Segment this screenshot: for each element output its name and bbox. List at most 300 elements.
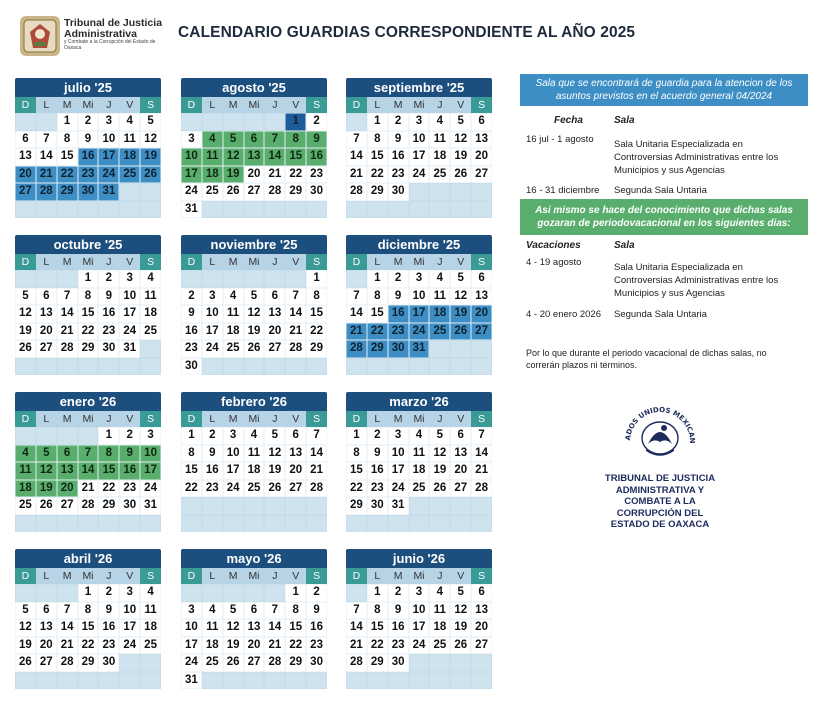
day-cell: 29 (78, 340, 99, 358)
day-cell: 15 (285, 619, 306, 637)
weekday-label: J (106, 256, 112, 268)
empty-cell (78, 358, 99, 376)
empty-cell (78, 515, 99, 533)
day-cell: 14 (264, 619, 285, 637)
weekday-label: S (140, 254, 161, 270)
weekday-label: L (209, 570, 216, 582)
weekday-header (15, 254, 161, 270)
day-cell: 3 (181, 602, 202, 620)
day-cell: 4 (202, 131, 223, 149)
month-title: febrero '26 (181, 392, 327, 411)
day-cell: 30 (181, 358, 202, 376)
weekday-label: J (106, 99, 112, 111)
day-cell: 19 (450, 148, 471, 166)
empty-cell (285, 497, 306, 515)
empty-cell (471, 183, 492, 201)
day-cell: 17 (202, 323, 223, 341)
day-cell: 6 (244, 602, 265, 620)
empty-cell (223, 515, 244, 533)
day-cell: 2 (367, 427, 388, 445)
day-cell: 28 (346, 654, 367, 672)
vacation-row-1-room: Sala Unitaria Especializada en Controversias Administrativas entre los Municipios y sus Agencias (614, 262, 779, 299)
day-cell: 26 (223, 654, 244, 672)
weekday-label: D (346, 568, 367, 584)
day-cell: 20 (285, 462, 306, 480)
weekday-label: D (181, 97, 202, 113)
empty-cell (57, 358, 78, 376)
weekday-label: D (15, 411, 36, 427)
day-cell: 23 (98, 323, 119, 341)
day-cell: 8 (285, 131, 306, 149)
empty-cell (15, 358, 36, 376)
month-title: mayo '26 (181, 549, 327, 568)
month-title: septiembre '25 (346, 78, 492, 97)
day-grid (346, 113, 492, 218)
day-cell: 4 (15, 445, 36, 463)
day-cell: 25 (140, 637, 161, 655)
weekday-label: S (140, 411, 161, 427)
empty-cell (223, 584, 244, 602)
day-cell: 27 (471, 166, 492, 184)
day-cell: 21 (264, 637, 285, 655)
day-grid (346, 427, 492, 532)
day-cell: 17 (181, 166, 202, 184)
day-cell: 6 (471, 584, 492, 602)
empty-cell (264, 672, 285, 690)
day-cell: 30 (388, 654, 409, 672)
day-cell: 25 (429, 166, 450, 184)
day-cell: 13 (36, 305, 57, 323)
empty-cell (15, 515, 36, 533)
day-cell: 17 (388, 462, 409, 480)
day-cell: 3 (409, 270, 430, 288)
day-cell: 21 (285, 323, 306, 341)
day-cell: 9 (202, 445, 223, 463)
day-cell: 11 (202, 619, 223, 637)
month-title: marzo '26 (346, 392, 492, 411)
day-cell: 1 (367, 113, 388, 131)
empty-cell (223, 358, 244, 376)
day-cell: 12 (450, 288, 471, 306)
empty-cell (15, 427, 36, 445)
day-cell: 17 (409, 148, 430, 166)
empty-cell (119, 183, 140, 201)
day-cell: 3 (140, 427, 161, 445)
weekday-label: D (15, 568, 36, 584)
day-cell: 14 (57, 619, 78, 637)
day-cell: 8 (181, 445, 202, 463)
day-cell: 20 (36, 323, 57, 341)
guard-room-header: Sala (614, 115, 635, 126)
day-cell: 2 (119, 427, 140, 445)
day-cell: 10 (119, 602, 140, 620)
day-grid (181, 584, 327, 689)
day-cell: 27 (36, 654, 57, 672)
day-cell: 26 (450, 637, 471, 655)
weekday-label: S (471, 411, 492, 427)
day-cell: 13 (450, 445, 471, 463)
day-cell: 3 (181, 131, 202, 149)
day-cell: 5 (223, 131, 244, 149)
empty-cell (450, 497, 471, 515)
empty-cell (388, 515, 409, 533)
empty-cell (409, 497, 430, 515)
day-cell: 4 (429, 270, 450, 288)
day-cell: 17 (181, 637, 202, 655)
day-cell: 24 (181, 183, 202, 201)
weekday-label: M (228, 570, 238, 582)
guard-row-2-date: 16 - 31 diciembre (526, 185, 600, 196)
day-cell: 1 (57, 113, 78, 131)
day-cell: 26 (36, 497, 57, 515)
empty-cell (202, 497, 223, 515)
day-cell: 6 (450, 427, 471, 445)
empty-cell (285, 358, 306, 376)
empty-cell (450, 201, 471, 219)
day-grid (181, 427, 327, 532)
day-cell: 4 (429, 113, 450, 131)
day-cell: 22 (367, 323, 388, 341)
day-cell: 29 (346, 497, 367, 515)
vacation-date-header: Vacaciones (526, 240, 581, 251)
empty-cell (140, 672, 161, 690)
empty-cell (15, 584, 36, 602)
day-cell: 1 (285, 584, 306, 602)
day-cell: 25 (429, 637, 450, 655)
day-cell: 9 (306, 131, 327, 149)
day-cell: 12 (223, 148, 244, 166)
day-cell: 23 (202, 480, 223, 498)
weekday-label: M (393, 99, 403, 111)
empty-cell (223, 497, 244, 515)
day-cell: 14 (264, 148, 285, 166)
day-grid (15, 113, 161, 218)
month-title: enero '26 (15, 392, 161, 411)
day-cell: 24 (181, 654, 202, 672)
weekday-label: M (228, 413, 238, 425)
day-cell: 18 (202, 637, 223, 655)
weekday-label: J (106, 413, 112, 425)
empty-cell (223, 672, 244, 690)
day-cell: 27 (450, 480, 471, 498)
empty-cell (202, 201, 223, 219)
empty-cell (140, 654, 161, 672)
weekday-label: M (228, 256, 238, 268)
empty-cell (36, 427, 57, 445)
day-cell: 20 (264, 323, 285, 341)
weekday-header (346, 568, 492, 584)
weekday-label: J (437, 413, 443, 425)
day-cell: 26 (429, 480, 450, 498)
day-cell: 13 (471, 602, 492, 620)
day-cell: 4 (429, 584, 450, 602)
day-cell: 11 (429, 288, 450, 306)
empty-cell (57, 201, 78, 219)
empty-cell (450, 340, 471, 358)
empty-cell (36, 201, 57, 219)
day-cell: 13 (244, 148, 265, 166)
weekday-label: J (437, 570, 443, 582)
day-cell: 13 (471, 131, 492, 149)
weekday-label: Mi (413, 413, 425, 425)
day-cell: 8 (367, 131, 388, 149)
day-cell: 29 (306, 340, 327, 358)
empty-cell (346, 584, 367, 602)
empty-cell (98, 201, 119, 219)
weekday-label: S (471, 97, 492, 113)
day-cell: 12 (450, 131, 471, 149)
day-cell: 15 (367, 305, 388, 323)
day-cell: 3 (119, 270, 140, 288)
day-cell: 28 (285, 340, 306, 358)
day-cell: 1 (78, 584, 99, 602)
weekday-label: L (43, 99, 50, 111)
empty-cell (285, 672, 306, 690)
empty-cell (450, 672, 471, 690)
seal-caption: TRIBUNAL DE JUSTICIA ADMINISTRATIVA Y COMBATE A LA CORRUPCIÓN DEL ESTADO DE OAXACA (604, 473, 716, 530)
weekday-label: L (43, 413, 50, 425)
weekday-label: S (140, 568, 161, 584)
seal-ring-text: ADOS UNIDOS MEXICAN (623, 405, 697, 444)
empty-cell (264, 201, 285, 219)
empty-cell (98, 672, 119, 690)
day-cell: 10 (140, 445, 161, 463)
vacation-row-2-date: 4 - 20 enero 2026 (526, 309, 602, 320)
empty-cell (264, 584, 285, 602)
empty-cell (306, 515, 327, 533)
day-cell: 10 (388, 445, 409, 463)
empty-cell (471, 515, 492, 533)
day-cell: 28 (36, 183, 57, 201)
weekday-label: D (346, 254, 367, 270)
empty-cell (119, 201, 140, 219)
weekday-header (346, 97, 492, 113)
day-cell: 18 (140, 619, 161, 637)
month-calendar (346, 235, 492, 375)
empty-cell (429, 654, 450, 672)
empty-cell (429, 340, 450, 358)
day-cell: 29 (367, 340, 388, 358)
day-cell: 19 (140, 148, 161, 166)
day-cell: 13 (471, 288, 492, 306)
day-grid (15, 427, 161, 532)
weekday-label: Mi (82, 570, 94, 582)
weekday-label: S (471, 254, 492, 270)
day-cell: 23 (388, 637, 409, 655)
empty-cell (346, 515, 367, 533)
day-cell: 8 (78, 288, 99, 306)
day-cell: 19 (15, 323, 36, 341)
day-cell: 25 (15, 497, 36, 515)
day-cell: 30 (78, 183, 99, 201)
day-cell: 1 (181, 427, 202, 445)
day-cell: 5 (429, 427, 450, 445)
logo-emblem-icon (20, 16, 60, 56)
month-title: octubre '25 (15, 235, 161, 254)
month-title: diciembre '25 (346, 235, 492, 254)
day-cell: 26 (15, 654, 36, 672)
day-cell: 2 (388, 584, 409, 602)
day-cell: 7 (264, 602, 285, 620)
guard-date-header: Fecha (554, 115, 583, 126)
weekday-label: M (393, 570, 403, 582)
weekday-label: V (126, 413, 134, 425)
empty-cell (285, 270, 306, 288)
day-cell: 28 (264, 654, 285, 672)
weekday-header (181, 411, 327, 427)
day-cell: 8 (346, 445, 367, 463)
day-cell: 16 (388, 148, 409, 166)
weekday-label: M (62, 413, 72, 425)
day-cell: 10 (409, 131, 430, 149)
day-cell: 21 (346, 166, 367, 184)
empty-cell (306, 201, 327, 219)
day-cell: 14 (346, 148, 367, 166)
day-cell: 16 (181, 323, 202, 341)
weekday-label: Mi (82, 256, 94, 268)
day-cell: 27 (244, 654, 265, 672)
day-cell: 23 (367, 480, 388, 498)
empty-cell (346, 270, 367, 288)
empty-cell (264, 358, 285, 376)
empty-cell (264, 515, 285, 533)
day-grid (15, 270, 161, 375)
day-cell: 18 (15, 480, 36, 498)
weekday-label: J (437, 99, 443, 111)
weekday-label: J (437, 256, 443, 268)
logo-title: Tribunal de Justicia Administrativa (64, 17, 163, 40)
day-cell: 9 (388, 288, 409, 306)
day-cell: 20 (471, 619, 492, 637)
day-cell: 7 (78, 445, 99, 463)
day-cell: 31 (181, 201, 202, 219)
weekday-label: S (140, 97, 161, 113)
empty-cell (181, 584, 202, 602)
empty-cell (429, 497, 450, 515)
tribunal-logo (20, 16, 163, 58)
day-cell: 31 (388, 497, 409, 515)
day-cell: 19 (429, 462, 450, 480)
empty-cell (285, 201, 306, 219)
day-cell: 16 (98, 619, 119, 637)
day-grid (346, 584, 492, 689)
day-cell: 1 (367, 584, 388, 602)
day-cell: 8 (367, 602, 388, 620)
day-cell: 9 (98, 602, 119, 620)
day-cell: 29 (285, 183, 306, 201)
day-cell: 12 (223, 619, 244, 637)
weekday-label: Mi (248, 570, 260, 582)
empty-cell (367, 201, 388, 219)
vacation-row-1-date: 4 - 19 agosto (526, 257, 582, 268)
day-cell: 16 (78, 148, 99, 166)
weekday-label: Mi (82, 413, 94, 425)
empty-cell (140, 340, 161, 358)
weekday-label: Mi (413, 256, 425, 268)
day-cell: 20 (244, 166, 265, 184)
empty-cell (15, 672, 36, 690)
day-cell: 23 (306, 166, 327, 184)
day-cell: 12 (140, 131, 161, 149)
weekday-header (181, 97, 327, 113)
logo-subtitle: y Combate a la Corrupción del Estado de Oaxaca (64, 39, 156, 51)
weekday-label: D (15, 97, 36, 113)
weekday-label: Mi (413, 99, 425, 111)
empty-cell (306, 497, 327, 515)
empty-cell (57, 515, 78, 533)
day-cell: 10 (119, 288, 140, 306)
day-cell: 6 (36, 602, 57, 620)
weekday-label: S (306, 568, 327, 584)
day-cell: 6 (15, 131, 36, 149)
day-cell: 22 (78, 323, 99, 341)
day-cell: 14 (306, 445, 327, 463)
empty-cell (388, 672, 409, 690)
weekday-label: L (209, 99, 216, 111)
weekday-label: J (272, 256, 278, 268)
day-cell: 25 (140, 323, 161, 341)
day-cell: 8 (306, 288, 327, 306)
day-cell: 11 (140, 288, 161, 306)
month-calendar (15, 78, 161, 218)
day-cell: 18 (429, 305, 450, 323)
weekday-label: L (374, 99, 381, 111)
day-cell: 11 (119, 131, 140, 149)
day-cell: 25 (223, 340, 244, 358)
day-cell: 13 (285, 445, 306, 463)
day-cell: 14 (346, 619, 367, 637)
weekday-label: Mi (82, 99, 94, 111)
empty-cell (140, 201, 161, 219)
empty-cell (285, 515, 306, 533)
day-cell: 11 (223, 305, 244, 323)
weekday-label: V (126, 256, 134, 268)
weekday-label: M (393, 256, 403, 268)
weekday-label: V (457, 99, 465, 111)
day-cell: 16 (388, 619, 409, 637)
empty-cell (36, 358, 57, 376)
day-cell: 18 (409, 462, 430, 480)
weekday-label: Mi (413, 570, 425, 582)
empty-cell (429, 183, 450, 201)
day-cell: 12 (15, 619, 36, 637)
empty-cell (367, 515, 388, 533)
day-cell: 28 (346, 183, 367, 201)
day-cell: 8 (98, 445, 119, 463)
day-cell: 25 (244, 480, 265, 498)
empty-cell (223, 270, 244, 288)
day-cell: 29 (98, 497, 119, 515)
day-cell: 22 (78, 637, 99, 655)
day-cell: 30 (98, 340, 119, 358)
empty-cell (429, 672, 450, 690)
empty-cell (181, 515, 202, 533)
day-cell: 1 (306, 270, 327, 288)
day-cell: 9 (78, 131, 99, 149)
day-cell: 19 (15, 637, 36, 655)
day-cell: 22 (285, 166, 306, 184)
day-cell: 5 (450, 584, 471, 602)
day-cell: 9 (119, 445, 140, 463)
day-cell: 6 (471, 113, 492, 131)
day-cell: 6 (36, 288, 57, 306)
day-cell: 10 (409, 288, 430, 306)
day-cell: 29 (57, 183, 78, 201)
day-cell: 16 (367, 462, 388, 480)
day-cell: 20 (244, 637, 265, 655)
day-cell: 13 (57, 462, 78, 480)
day-cell: 20 (57, 480, 78, 498)
